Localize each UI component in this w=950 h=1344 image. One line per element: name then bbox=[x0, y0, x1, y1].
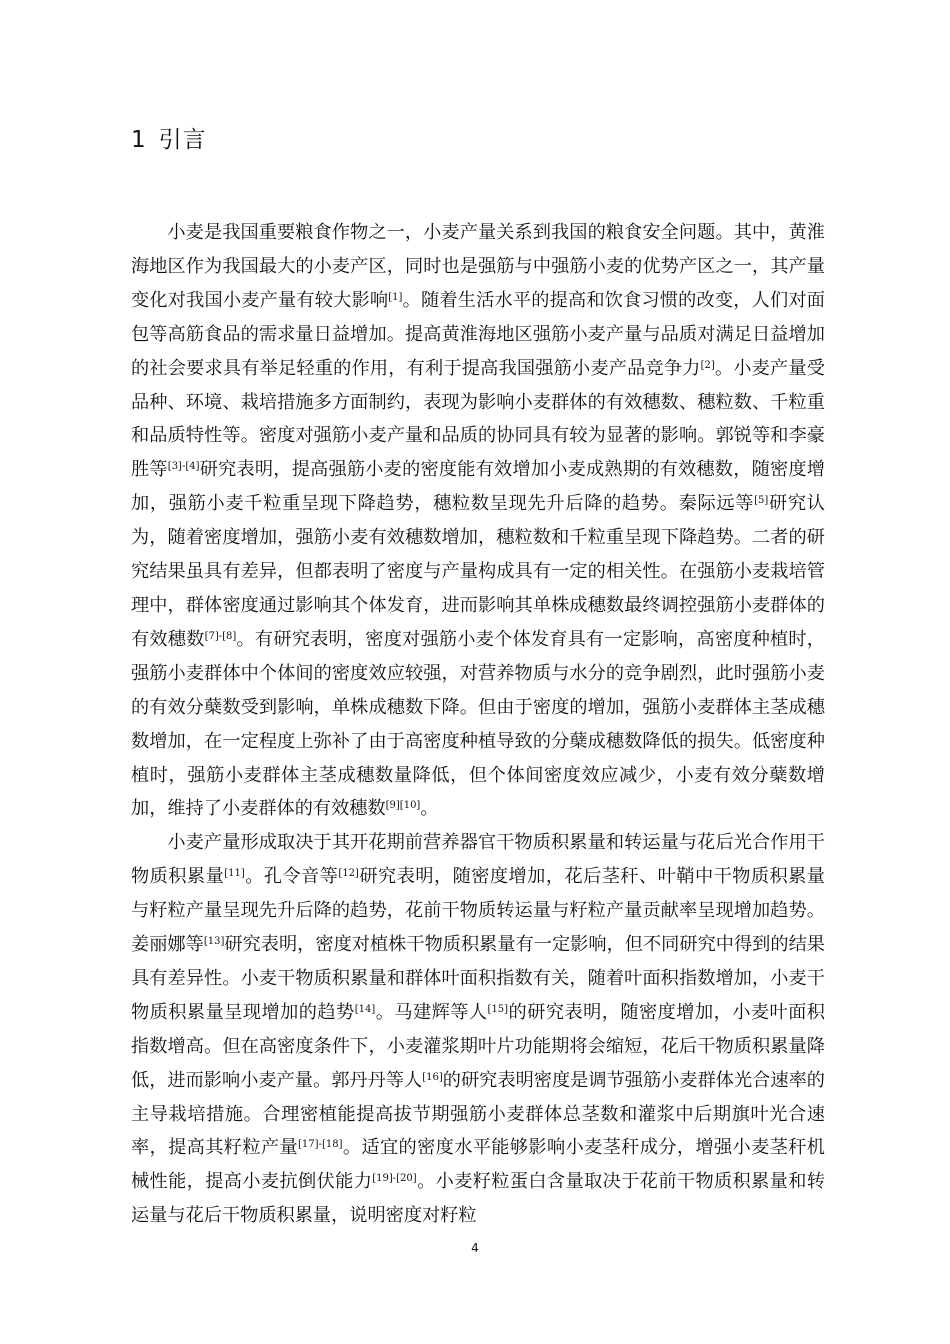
citation-ref: [1] bbox=[388, 291, 403, 303]
section-number: 1 bbox=[131, 127, 147, 153]
section-title: 引言 bbox=[158, 127, 207, 153]
paragraph bbox=[131, 216, 825, 826]
text-run: 的研究表明，随密度增加，小麦叶面积指数增高。但在高密度条件下，小麦灌浆期叶片功能期将会缩短，花后干物质积累量降低，进而影响小麦产量。郭丹丹等人 bbox=[131, 1001, 825, 1091]
text-run: 研究表明，提高强筋小麦的密度能有效增加小麦成熟期的有效穗数，随密度增加，强筋小麦千粒重呈现下降趋势，穗粒数呈现先升后降的趋势。秦际远等 bbox=[131, 459, 825, 515]
section-heading bbox=[131, 124, 207, 156]
citation-ref: [15] bbox=[487, 1003, 509, 1015]
text-run: 。有研究表明，密度对强筋小麦个体发育具有一定影响，高密度种植时，强筋小麦群体中个体间的密度效应较强，对营养物质与水分的竞争剧烈，此时强筋小麦的有效分蘖数受到影响，单株成穗数下降。但由于密度的增加，强筋小麦群体主茎成穗数增加，在一定程度上弥补了由于高密度种植导致的分蘖成穗数降低的损失。低密度种植时，强筋小麦群体主茎成穗数量降低，但个体间密度效应减少，小麦有效分蘖数增加，维持了小麦群体的有效穗数 bbox=[131, 628, 825, 820]
citation-ref: [16] bbox=[422, 1071, 443, 1083]
citation-ref: [2] bbox=[700, 359, 715, 371]
text-run: 。马建辉等人 bbox=[375, 1001, 488, 1023]
text-run: 的研究表明密度是调节强筋小麦群体光合速率的主导栽培措施。合理密植能提高拔节期强筋小麦群体总茎数和灌浆中后期旗叶光合速率，提高其籽粒产量 bbox=[131, 1069, 825, 1159]
text-run: 小麦产量形成取决于其开花期前营养器官干物质积累量和转运量与花后光合作用干物质积累量 bbox=[131, 832, 825, 888]
citation-ref: [3]-[4] bbox=[167, 461, 200, 473]
citation-ref: [7]-[8] bbox=[204, 630, 237, 642]
paragraph bbox=[131, 826, 825, 1233]
citation-ref: [11] bbox=[224, 868, 245, 880]
citation-ref: [9][10] bbox=[385, 800, 421, 812]
citation-ref: [17]-[18] bbox=[298, 1139, 343, 1151]
text-run: 研究表明，随密度增加，花后茎秆、叶鞘中干物质积累量与籽粒产量呈现先升后降的趋势，花前干物质转运量与籽粒产量贡献率呈现增加趋势。姜丽娜等 bbox=[131, 866, 825, 956]
text-run: 。随着生活水平的提高和饮食习惯的改变，人们对面包等高筋食品的需求量日益增加。提高黄淮海地区强筋小麦产量与品质对满足日益增加的社会要求具有举足轻重的作用，有利于提高我国强筋小麦产品竞争力 bbox=[131, 289, 825, 379]
text-run: 。孔令音等 bbox=[244, 866, 339, 888]
body-text bbox=[131, 216, 825, 1233]
citation-ref: [12] bbox=[338, 868, 359, 880]
text-run: 。适宜的密度水平能够影响小麦茎秆成分，增强小麦茎秆机械性能，提高小麦抗倒伏能力 bbox=[131, 1137, 825, 1193]
citation-ref: [14] bbox=[354, 1003, 376, 1015]
citation-ref: [13] bbox=[203, 936, 225, 948]
text-run: 研究认为，随着密度增加，强筋小麦有效穗数增加，穗粒数和千粒重呈现下降趋势。二者的研究结果虽具有差异，但都表明了密度与产量构成具有一定的相关性。在强筋小麦栽培管理中，群体密度通过影响其个体发育，进而影响其单株成穗数最终调控强筋小麦群体的有效穗数 bbox=[131, 493, 825, 650]
citation-ref: [19]-[20] bbox=[372, 1173, 417, 1185]
text-run: 研究表明，密度对植株干物质积累量有一定影响，但不同研究中得到的结果具有差异性。小麦干物质积累量和群体叶面积指数有关，随着叶面积指数增加，小麦干物质积累量呈现增加的趋势 bbox=[131, 934, 825, 1023]
text-run: 。小麦籽粒蛋白含量取决于花前干物质积累量和转运量与花后干物质积累量，说明密度对籽粒 bbox=[131, 1171, 825, 1227]
text-run: 小麦是我国重要粮食作物之一，小麦产量关系到我国的粮食安全问题。其中，黄淮海地区作为我国最大的小麦产区，同时也是强筋与中强筋小麦的优势产区之一，其产量变化对我国小麦产量有较大影响 bbox=[131, 222, 825, 311]
page-number: 4 bbox=[471, 1241, 479, 1255]
text-run: 。 bbox=[420, 798, 439, 820]
text-run: 。小麦产量受品种、环境、栽培措施多方面制约，表现为影响小麦群体的有效穗数、穗粒数、千粒重和品质特性等。密度对强筋小麦产量和品质的协同具有较为显著的影响。郭锐等和李豪胜等 bbox=[131, 357, 825, 481]
citation-ref: [5] bbox=[754, 495, 769, 507]
